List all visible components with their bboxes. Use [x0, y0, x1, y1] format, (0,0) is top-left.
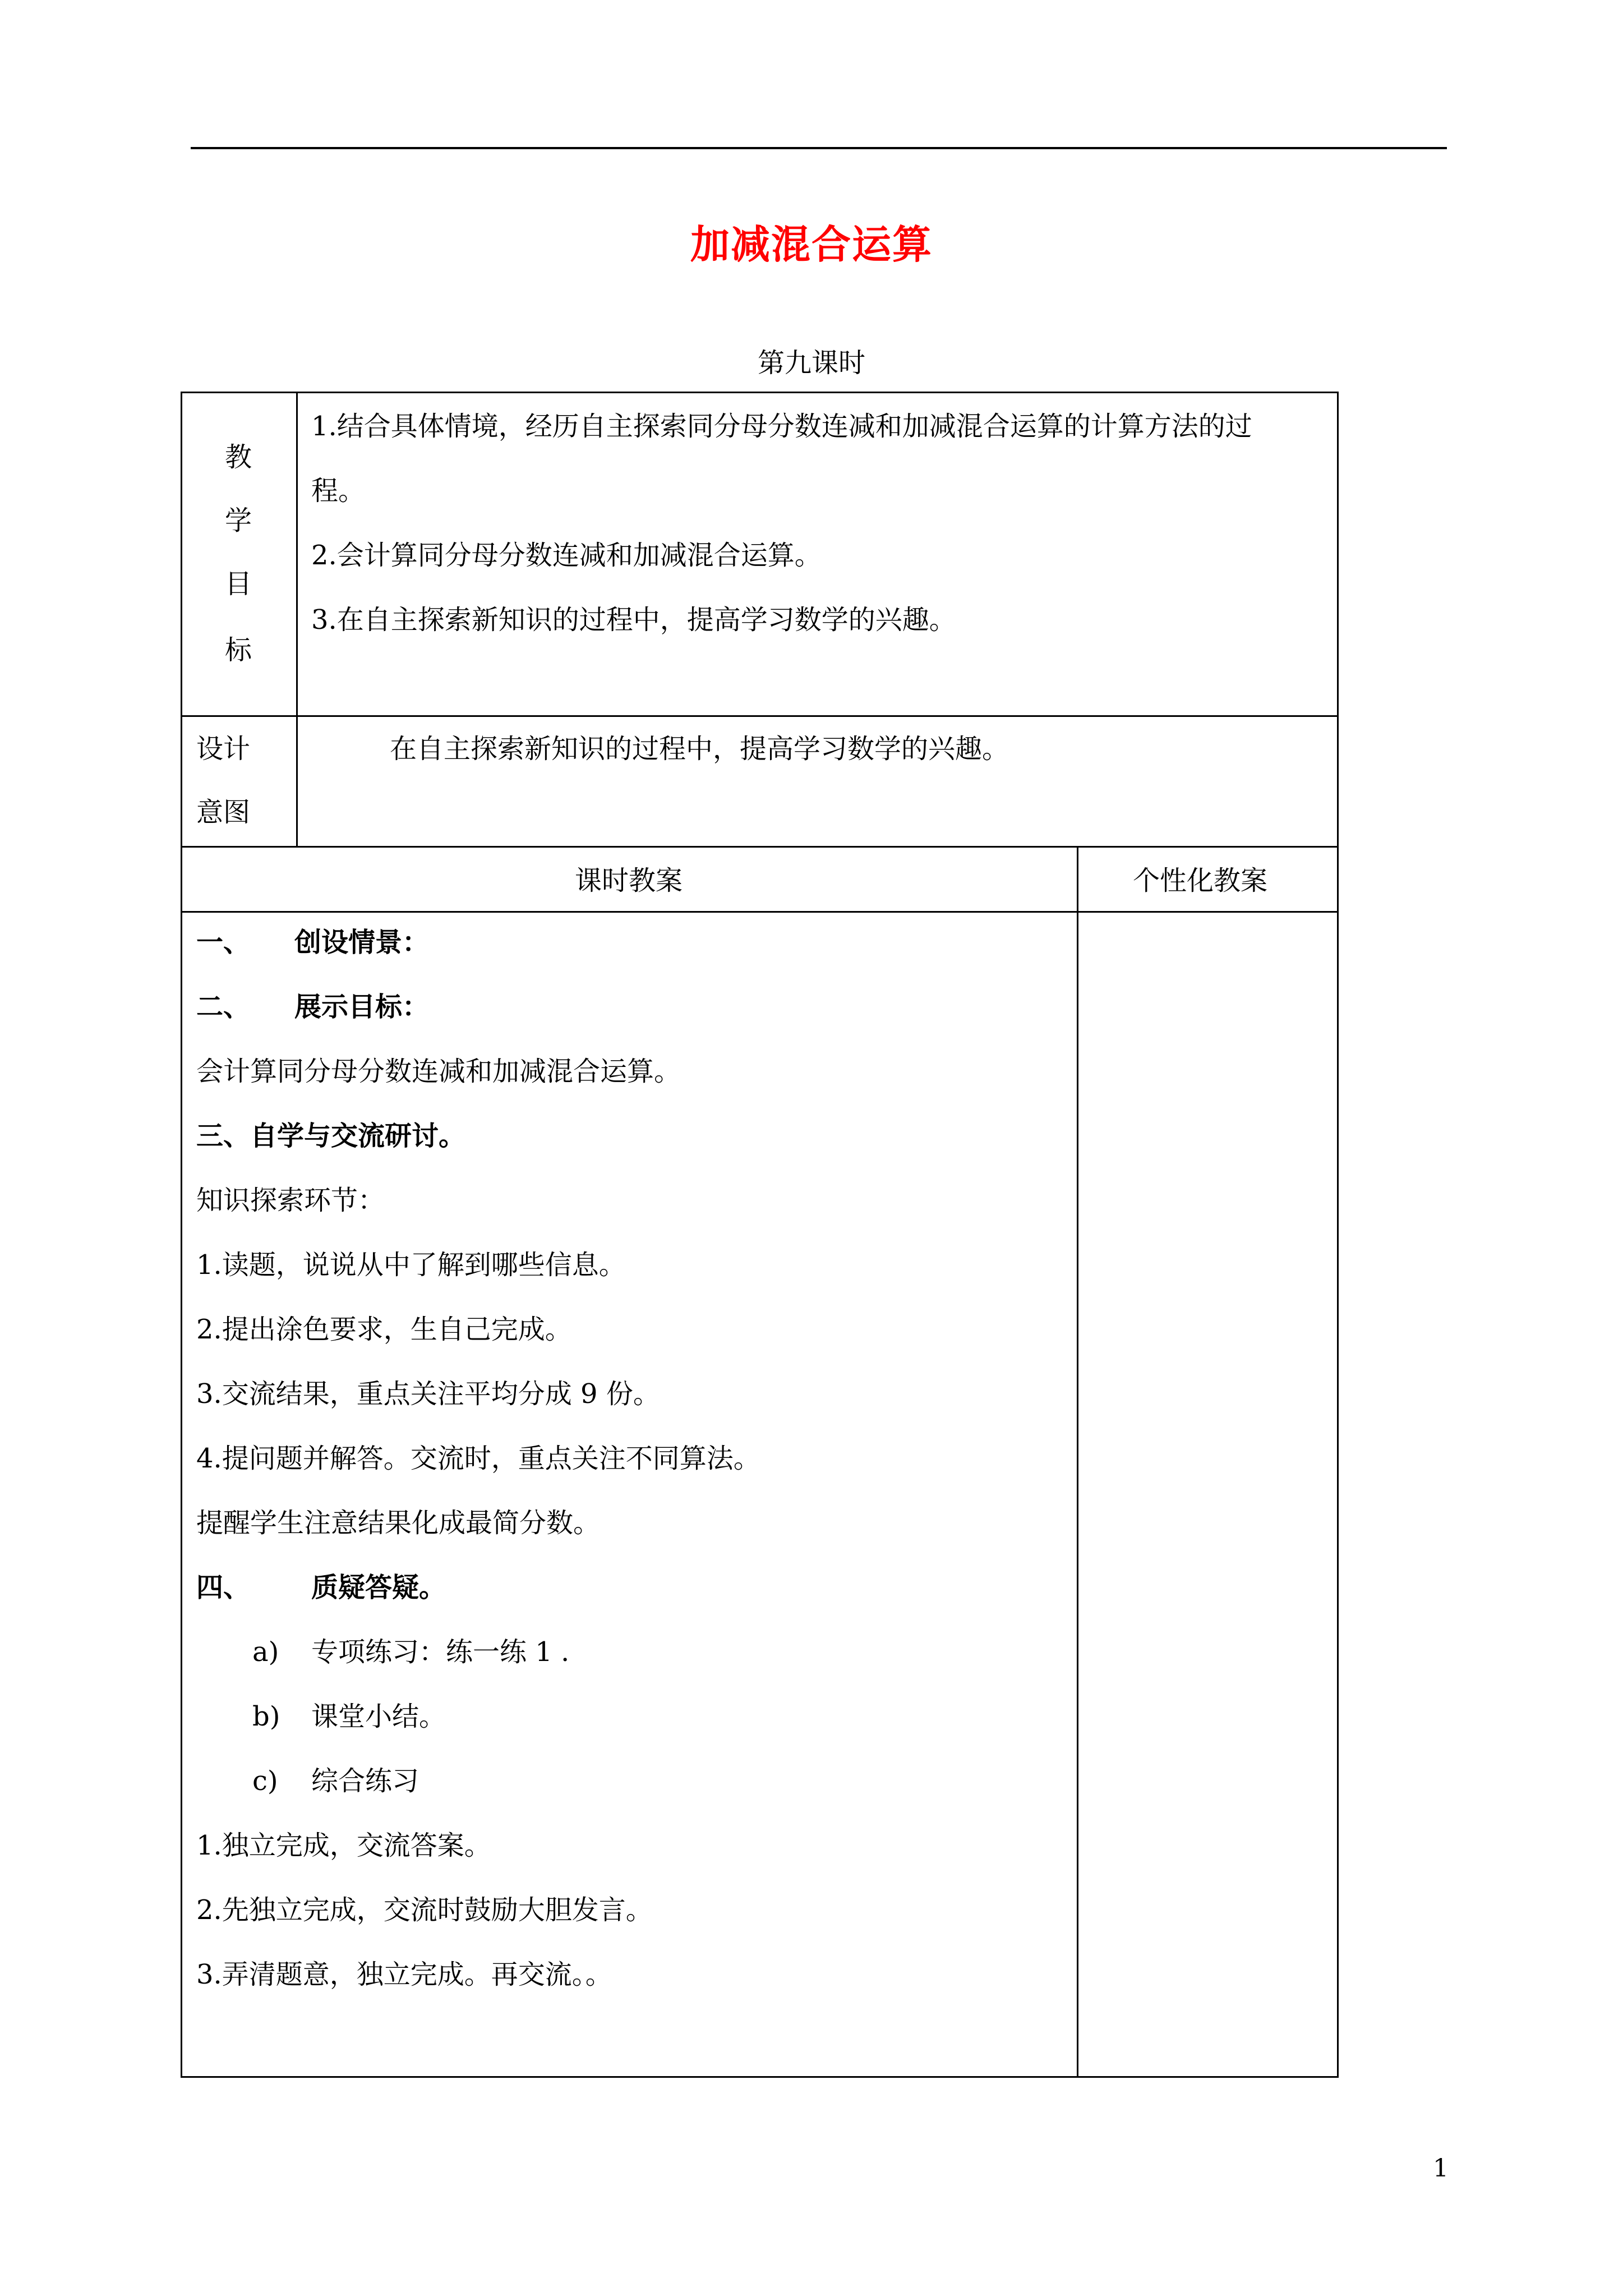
- objectives-label-char: 标: [224, 634, 252, 666]
- step-title: 展示目标：: [294, 991, 430, 1023]
- list-item: 1.独立完成，交流答案。: [196, 1830, 491, 1861]
- objectives-label-char: 目: [224, 568, 252, 600]
- step-text: 会计算同分母分数连减和加减混合运算。: [196, 1056, 681, 1087]
- lesson-plan-header: 课时教案: [575, 865, 683, 896]
- sub-item-text: 课堂小结。: [311, 1701, 446, 1732]
- design-intent-label: 设计: [196, 733, 251, 765]
- personal-column-divider: [1077, 846, 1078, 2078]
- page-title: 加减混合运算: [690, 221, 933, 268]
- list-item: 3.交流结果，重点关注平均分成 9 份。: [196, 1378, 660, 1410]
- list-item: 提醒学生注意结果化成最简分数。: [196, 1507, 601, 1539]
- step-number: 四、: [196, 1572, 251, 1603]
- list-item: 4.提问题并解答。交流时，重点关注不同算法。: [196, 1443, 760, 1474]
- objective-item: 3.在自主探索新知识的过程中，提高学习数学的兴趣。: [311, 604, 956, 636]
- objectives-label-char: 教: [224, 441, 252, 473]
- list-item: 3.弄清题意，独立完成。再交流。。: [196, 1959, 612, 1990]
- step-intro: 知识探索环节：: [196, 1185, 385, 1216]
- step-title: 质疑答疑。: [311, 1572, 446, 1603]
- table-border-bottom: [181, 2076, 1339, 2078]
- row-divider-header: [181, 911, 1339, 913]
- personal-plan-header: 个性化教案: [1133, 865, 1268, 896]
- row-divider-design: [181, 846, 1339, 848]
- table-border-right: [1337, 392, 1339, 2078]
- objective-item: 2.会计算同分母分数连减和加减混合运算。: [311, 540, 822, 571]
- sub-item-text: 综合练习: [311, 1765, 419, 1797]
- objective-item: 程。: [311, 475, 366, 507]
- table-border-left: [181, 392, 182, 2078]
- list-item: 2.提出涂色要求，生自己完成。: [196, 1314, 572, 1345]
- sub-item-mark: a): [252, 1636, 279, 1668]
- design-intent-text: 在自主探索新知识的过程中，提高学习数学的兴趣。: [390, 733, 1009, 765]
- page-number: 1: [1433, 2154, 1449, 2183]
- row-divider-objectives: [181, 715, 1339, 717]
- step-title: 三、自学与交流研讨。: [196, 1120, 466, 1152]
- sub-item-text: 专项练习：练一练 1 .: [311, 1636, 570, 1668]
- step-number: 一、: [196, 927, 251, 958]
- list-item: 2.先独立完成，交流时鼓励大胆发言。: [196, 1894, 653, 1926]
- step-title: 创设情景：: [294, 927, 430, 958]
- design-intent-label: 意图: [196, 797, 251, 828]
- lesson-number: 第九课时: [757, 347, 865, 379]
- sub-item-mark: b): [252, 1701, 280, 1732]
- sub-item-mark: c): [252, 1765, 278, 1797]
- table-border-top: [181, 392, 1339, 393]
- objectives-label-char: 学: [224, 505, 252, 536]
- list-item: 1.读题，说说从中了解到哪些信息。: [196, 1249, 626, 1281]
- header-rule: [191, 147, 1447, 149]
- objective-item: 1.结合具体情境，经历自主探索同分母分数连减和加减混合运算的计算方法的过: [311, 411, 1252, 442]
- label-column-divider: [296, 392, 298, 847]
- step-number: 二、: [196, 991, 251, 1023]
